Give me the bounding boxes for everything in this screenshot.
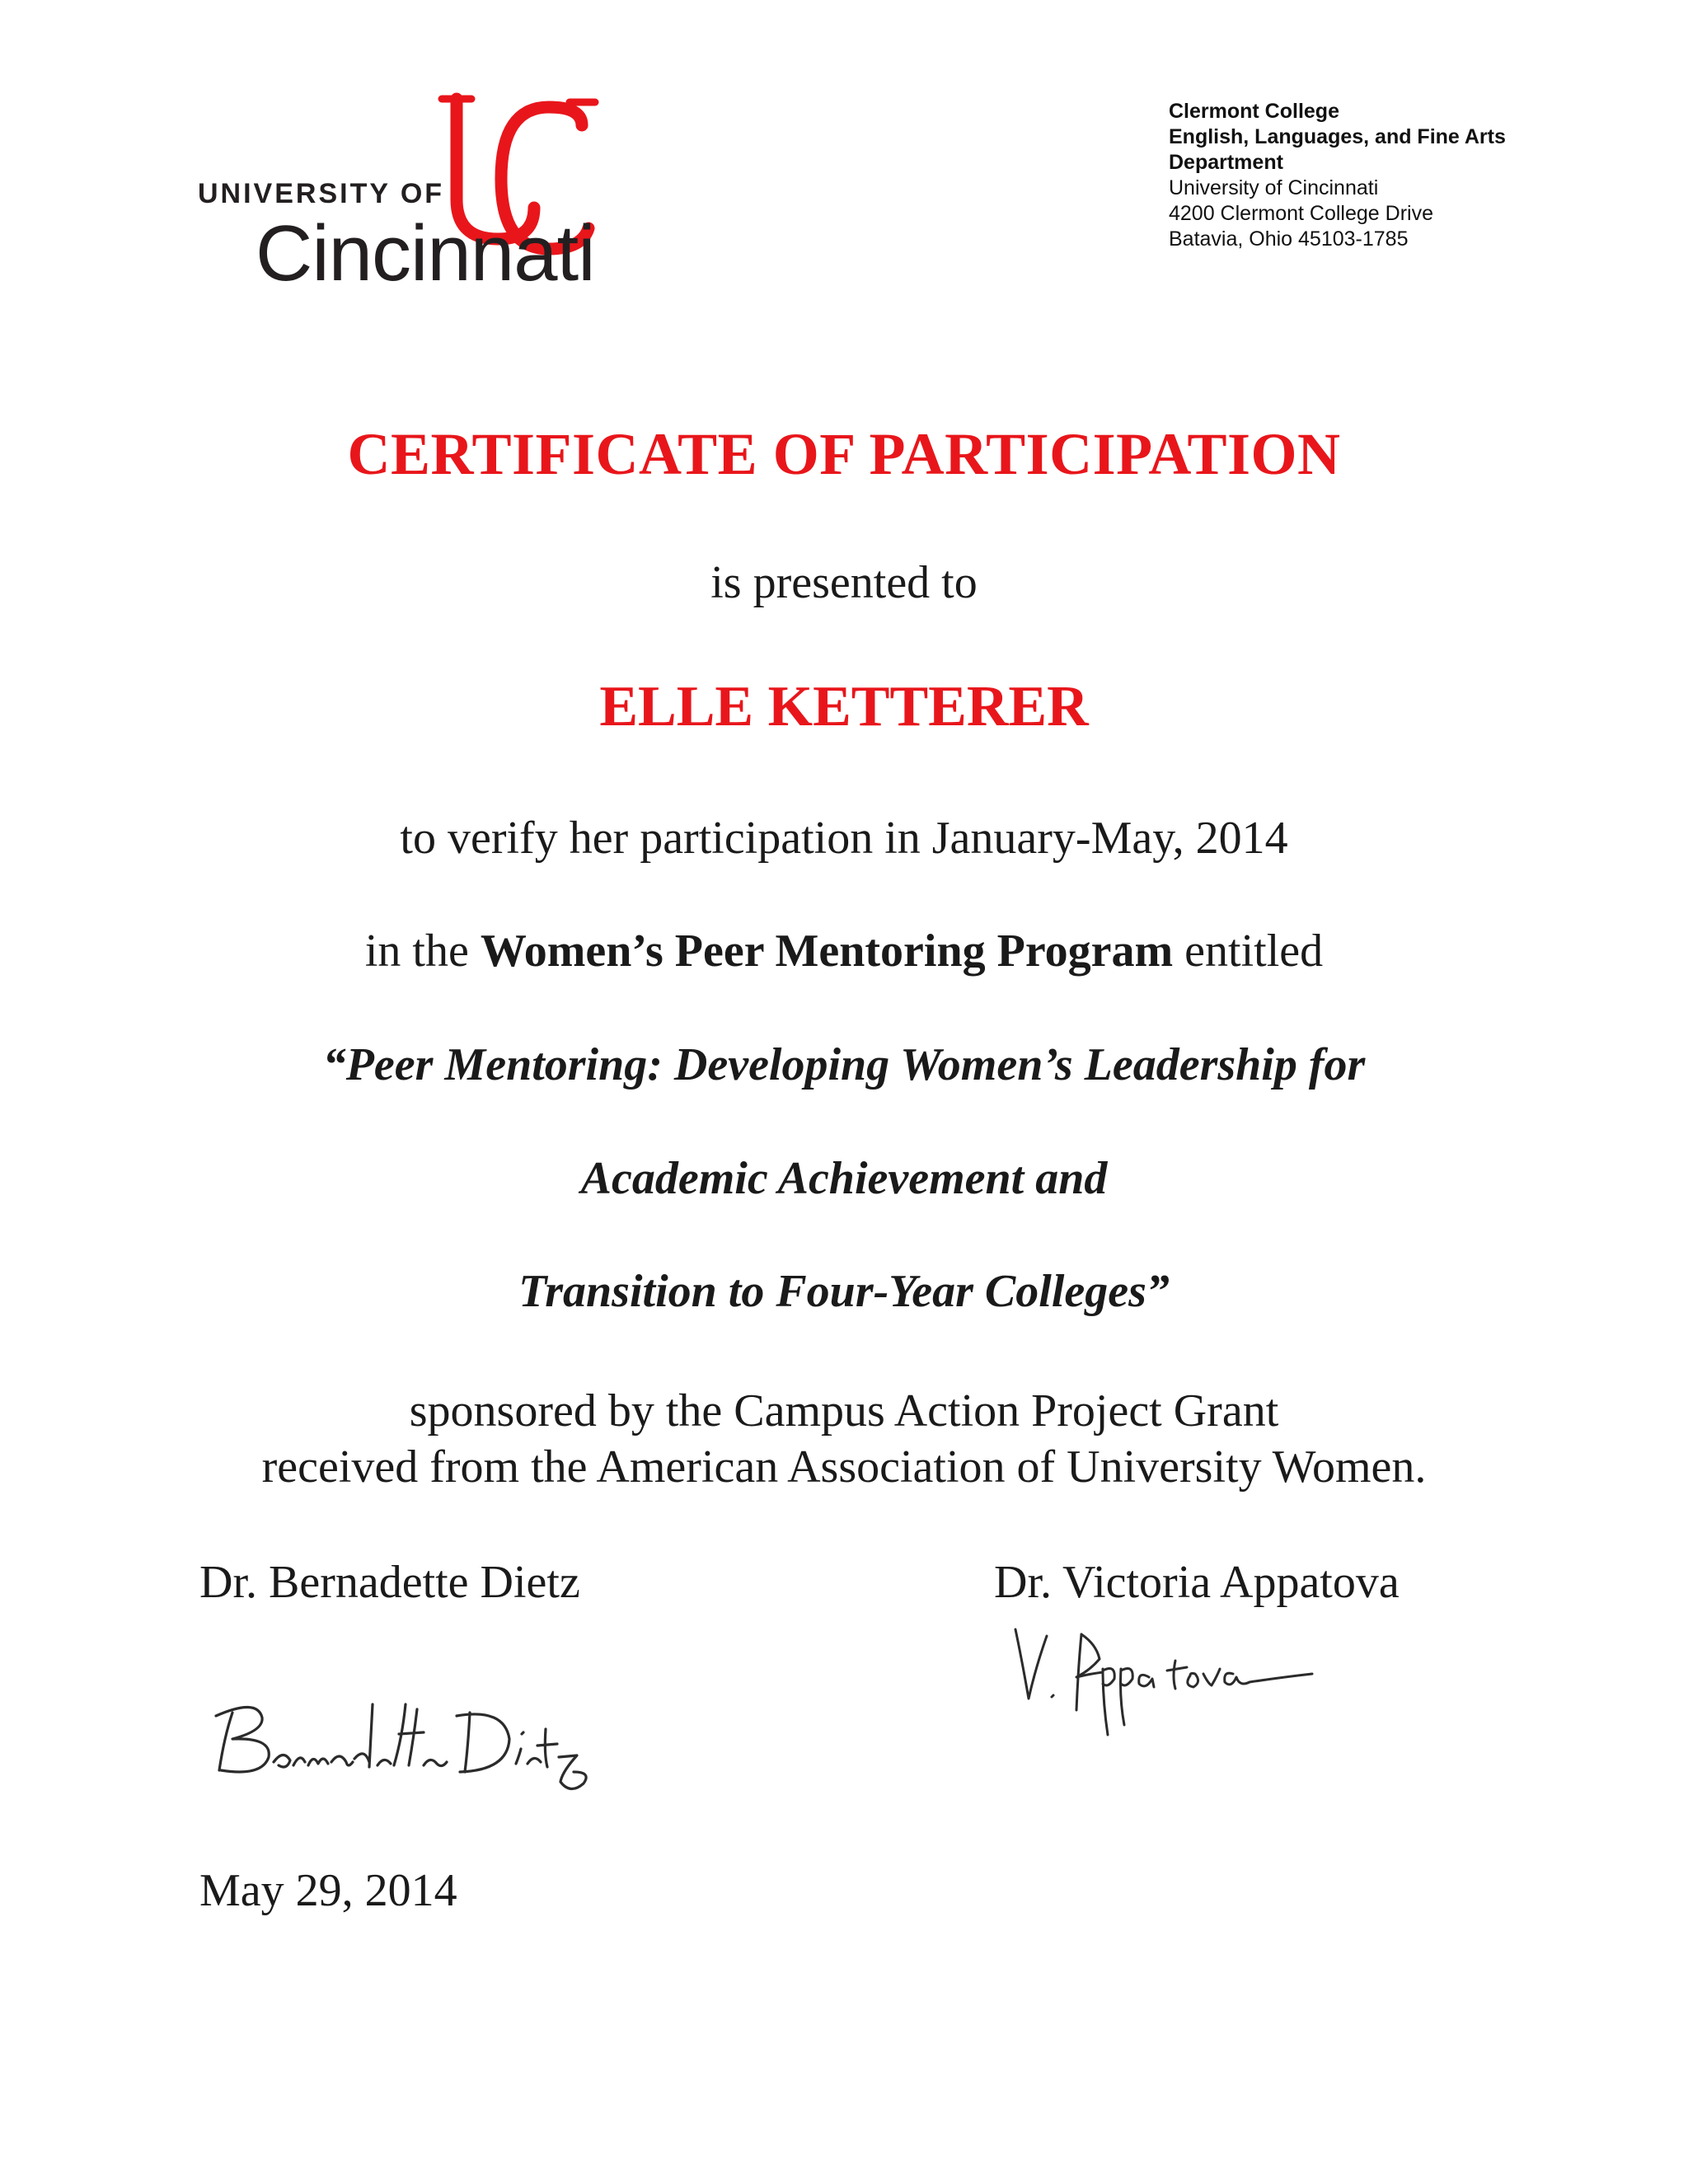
recipient-name: ELLE KETTERER xyxy=(599,675,1089,738)
college-name: Clermont College xyxy=(1169,100,1339,123)
signer-name-left: Dr. Bernadette Dietz xyxy=(199,1557,580,1608)
address-block xyxy=(1169,99,1506,252)
street-address: 4200 Clermont College Drive xyxy=(1169,202,1433,225)
certificate-title: CERTIFICATE OF PARTICIPATION xyxy=(347,421,1341,487)
certificate-date: May 29, 2014 xyxy=(199,1865,457,1916)
program-title-line2: Academic Achievement and xyxy=(580,1153,1108,1204)
logo-line2: Cincinnati xyxy=(256,209,595,294)
sponsor-line2: received from the American Association of University Women. xyxy=(261,1441,1427,1493)
signer-name-right: Dr. Victoria Appatova xyxy=(994,1557,1400,1608)
department-line2: Department xyxy=(1169,151,1283,174)
university-name: University of Cincinnati xyxy=(1169,176,1379,199)
department-line1: English, Languages, and Fine Arts xyxy=(1169,125,1506,148)
sponsor-line1: sponsored by the Campus Action Project Grant xyxy=(409,1385,1279,1436)
program-line xyxy=(0,925,1688,977)
logo-line1: UNIVERSITY OF xyxy=(198,178,445,209)
program-name: Women’s Peer Mentoring Program xyxy=(480,926,1174,977)
signature-right xyxy=(1010,1619,1315,1743)
university-logo xyxy=(195,92,631,294)
signature-left xyxy=(208,1680,595,1795)
presented-to-text: is presented to xyxy=(710,557,978,608)
program-suffix: entitled xyxy=(1173,926,1324,977)
city-address: Batavia, Ohio 45103-1785 xyxy=(1169,227,1409,251)
program-title-line1: “Peer Mentoring: Developing Women’s Leadership for xyxy=(322,1039,1366,1090)
program-prefix: in the xyxy=(364,926,481,977)
program-title-line3: Transition to Four-Year Colleges” xyxy=(518,1266,1170,1317)
verify-line: to verify her participation in January-May, 2014 xyxy=(400,813,1288,864)
